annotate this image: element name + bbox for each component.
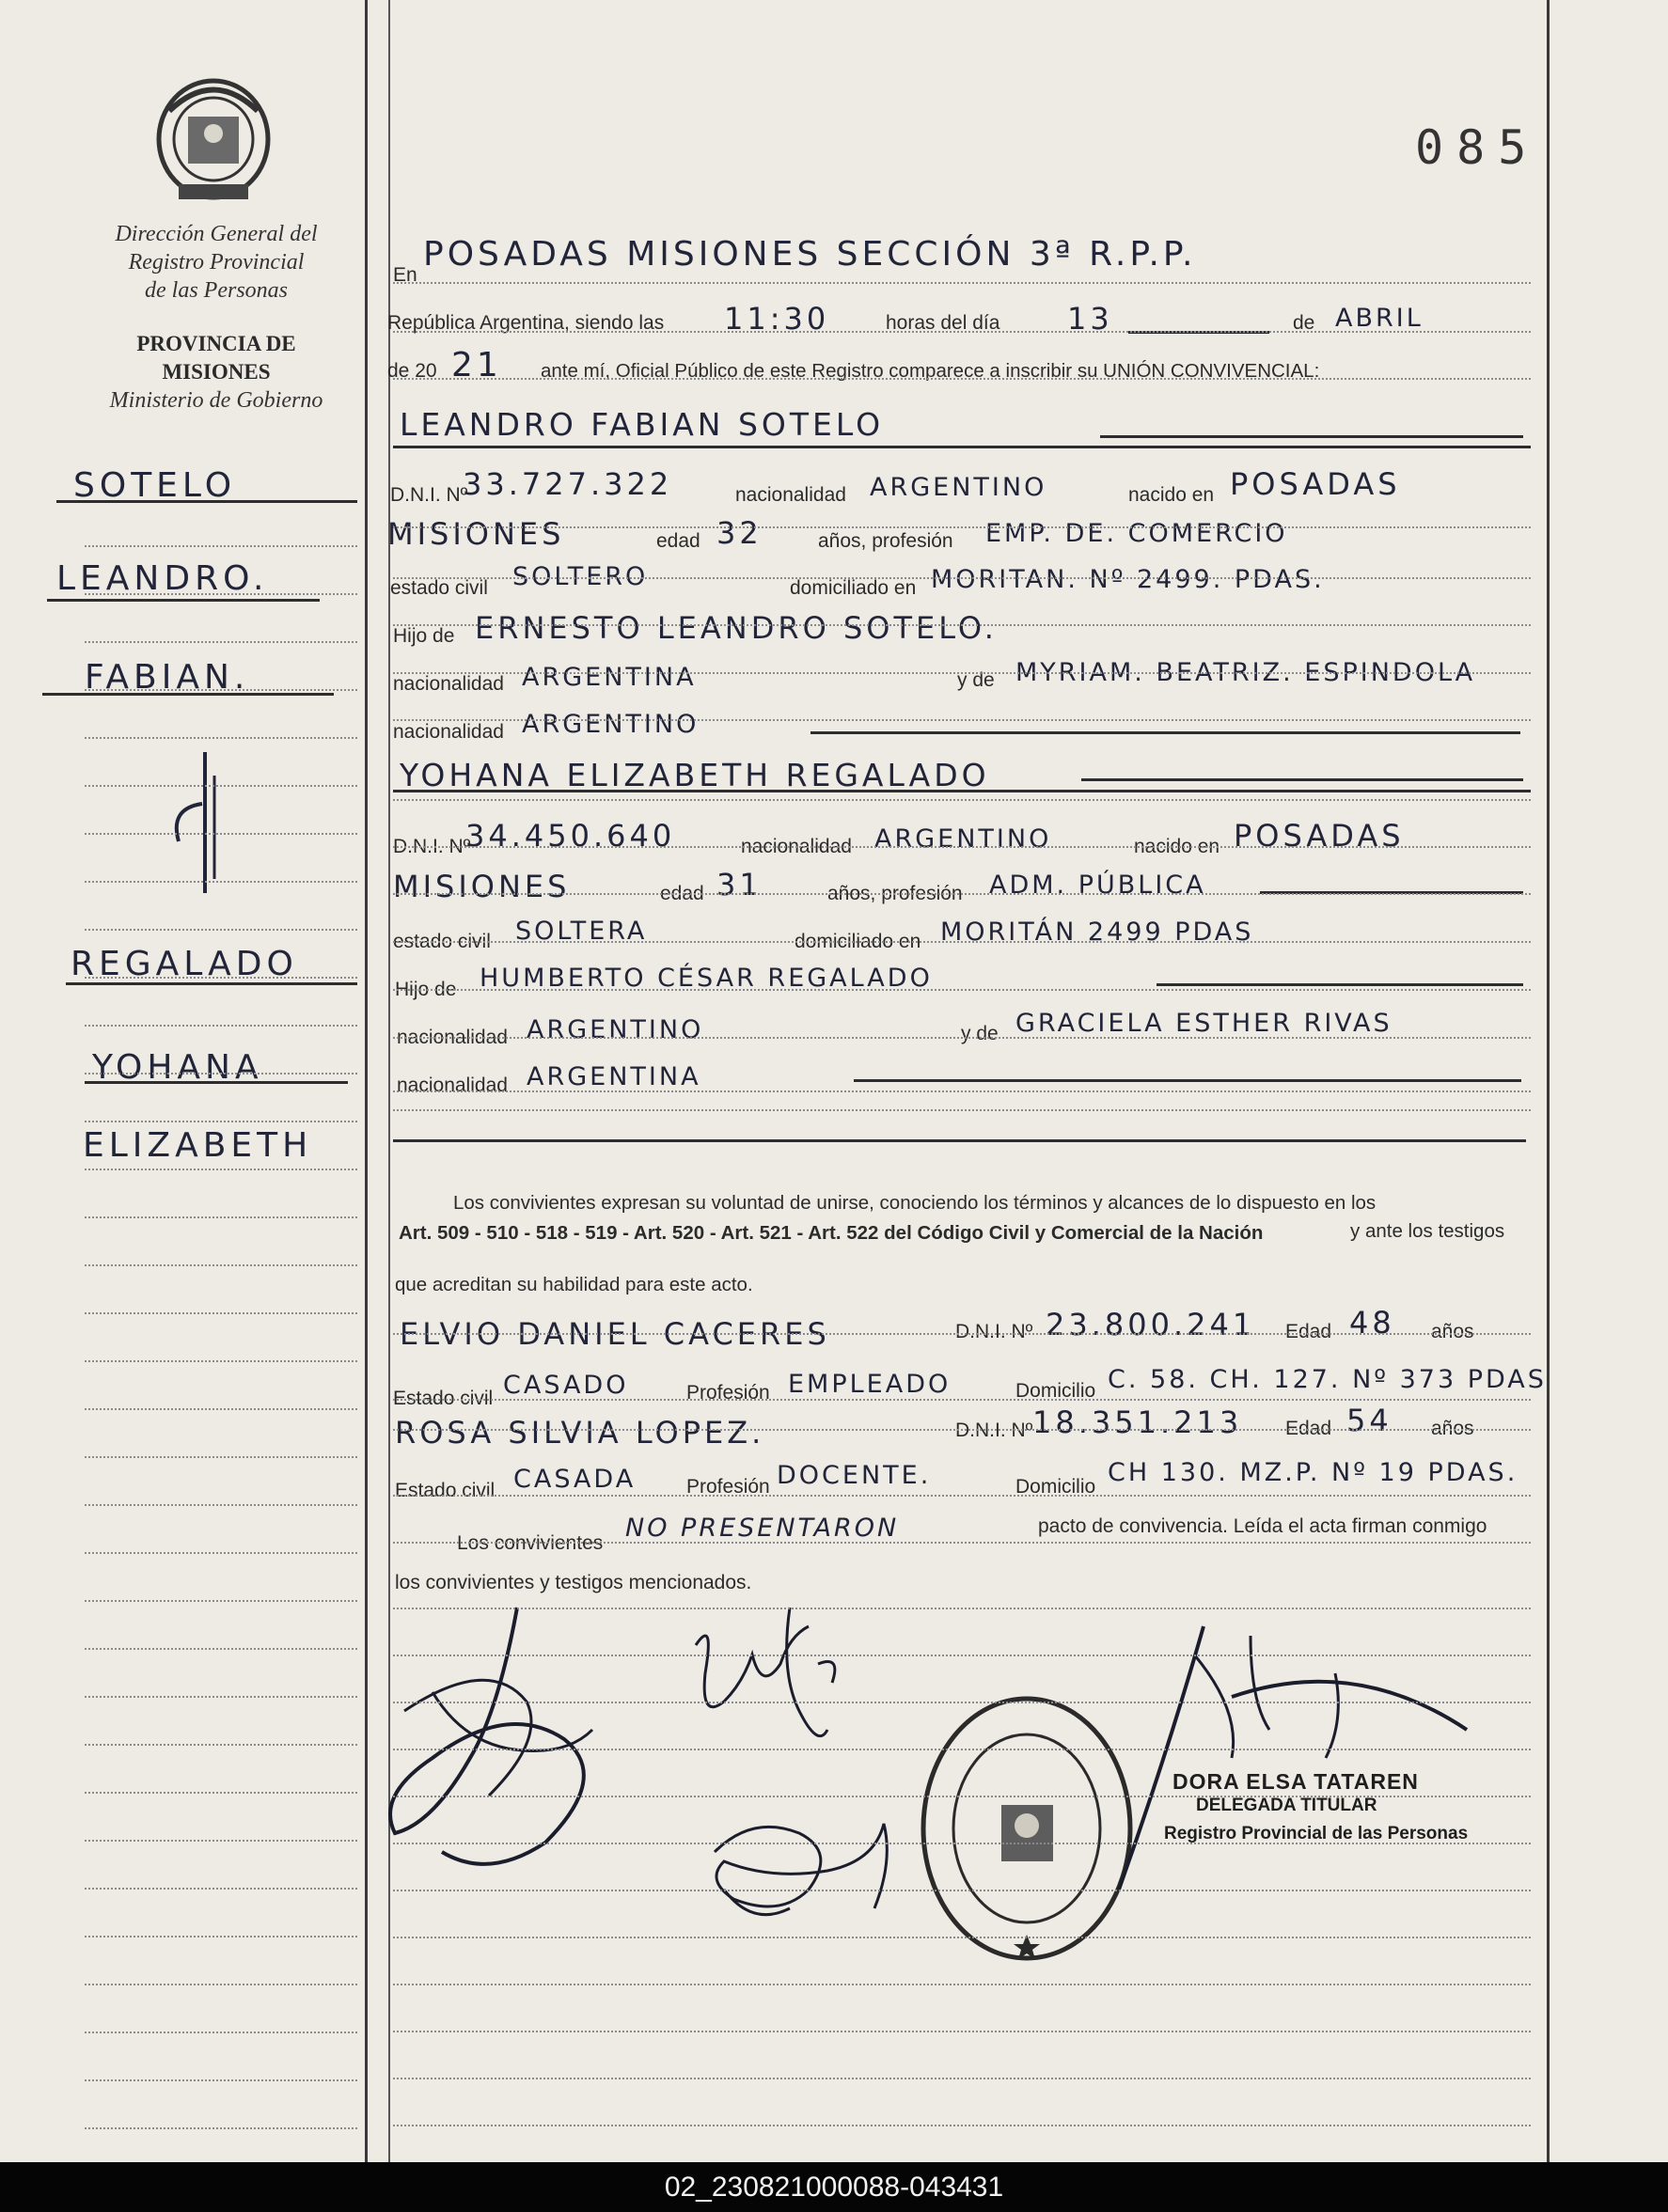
dni1-label: D.N.I. Nº <box>390 484 468 506</box>
nacido2-value: POSADAS <box>1234 818 1405 854</box>
name1-line <box>1100 435 1523 438</box>
edad1-value: 32 <box>716 515 763 551</box>
body-ruled-line <box>393 1109 1531 1111</box>
body-ruled-line <box>393 1702 1531 1703</box>
closing-text: los convivientes y testigos mencionados. <box>395 1572 752 1593</box>
testigo2-dni-value: 18.351.213 <box>1032 1404 1243 1440</box>
nacido1-value-2: MISIONES <box>387 516 565 552</box>
province-title-2: MISIONES <box>162 360 271 384</box>
republica-label: República Argentina, siendo las <box>387 312 665 334</box>
nacpadre1-value: ARGENTINA <box>522 663 697 692</box>
page-number: 085 <box>1415 120 1540 175</box>
paragraph-line-3: que acreditan su habilidad para este acto. <box>395 1274 753 1295</box>
body-ruled-line <box>393 1090 1531 1092</box>
testigo1-estado-label: Estado civil <box>393 1388 494 1409</box>
padre2-value: HUMBERTO CÉSAR REGALADO <box>480 964 933 993</box>
testigo2-dni-label: D.N.I. Nº <box>955 1420 1033 1441</box>
margin-ruled-line <box>85 2032 357 2033</box>
divider-3 <box>393 1139 1526 1142</box>
body-ruled-line <box>393 1796 1531 1797</box>
nacmadre1-line <box>810 731 1520 734</box>
dni1-value: 33.727.322 <box>463 466 673 502</box>
body-ruled-line <box>393 331 1531 333</box>
edad1-label: edad <box>656 530 700 552</box>
body-ruled-line <box>393 1608 1531 1609</box>
de20-label: de 20 <box>387 360 437 382</box>
name2-line <box>1081 778 1523 781</box>
body-ruled-line <box>393 577 1531 579</box>
testigo1-profesion-value: EMPLEADO <box>788 1370 952 1399</box>
body-ruled-line <box>393 1399 1531 1401</box>
nacmadre2-value: ARGENTINA <box>527 1062 701 1091</box>
body-ruled-line <box>393 526 1531 528</box>
margin-ruled-line <box>85 977 357 979</box>
margin-bracket-mark <box>160 747 235 898</box>
margin-underline-5 <box>85 1081 348 1084</box>
estado1-value: SOLTERO <box>512 562 649 591</box>
padre1-value: ERNESTO LEANDRO SOTELO. <box>475 610 998 646</box>
testigo2-domicilio-label: Domicilio <box>1015 1476 1096 1498</box>
domicilio1-label: domiciliado en <box>790 577 917 599</box>
horas-label: horas del día <box>886 312 1000 334</box>
profesion2-value: ADM. PÚBLICA <box>989 871 1206 900</box>
mes-value: ABRIL <box>1335 304 1424 333</box>
nacmadre2-label: nacionalidad <box>397 1075 508 1096</box>
testigo1-anos-label: años <box>1431 1321 1474 1342</box>
margin-name-1b: FABIAN. <box>85 658 250 697</box>
margin-ruled-line <box>85 929 357 931</box>
body-ruled-line <box>393 672 1531 674</box>
margin-ruled-line <box>85 1888 357 1890</box>
body-ruled-line <box>393 1749 1531 1750</box>
nacido1-value: POSADAS <box>1230 466 1401 502</box>
profesion1-value: EMP. DE. COMERCIO <box>985 519 1288 548</box>
estado2-value: SOLTERA <box>515 917 648 946</box>
testigo1-estado-value: CASADO <box>503 1371 629 1400</box>
official-org: Registro Provincial de las Personas <box>1164 1824 1469 1843</box>
nac2-value: ARGENTINO <box>874 824 1052 854</box>
nac2-label: nacionalidad <box>741 836 852 857</box>
body-ruled-line <box>393 1037 1531 1039</box>
margin-ruled-line <box>85 1696 357 1698</box>
body-ruled-line <box>393 989 1531 991</box>
margin-ruled-line <box>85 545 357 547</box>
testigo2-profesion-label: Profesión <box>686 1476 770 1498</box>
signature-conviviente-2 <box>677 1598 856 1767</box>
body-ruled-line <box>393 1937 1531 1938</box>
testigo1-domicilio-value: C. 58. CH. 127. Nº 373 PDAS <box>1108 1365 1547 1394</box>
body-ruled-line <box>393 1542 1531 1544</box>
paragraph-line-2-rest: y ante los testigos <box>1350 1220 1505 1242</box>
signature-official <box>1109 1617 1486 1899</box>
hijo2-label: Hijo de <box>395 979 457 1000</box>
paragraph-articles: Art. 509 - 510 - 518 - 519 - Art. 520 - Art. 521 - Art. 522 del Código Civil y Comercial de la Nación <box>399 1222 1264 1244</box>
nacido1-label: nacido en <box>1128 484 1215 506</box>
pacto-value: NO PRESENTARON <box>625 1514 900 1543</box>
signature-testigo <box>696 1805 921 1937</box>
testigo2-anos-label: años <box>1431 1418 1474 1439</box>
estado2-label: estado civil <box>393 931 491 952</box>
madre1-value: MYRIAM. BEATRIZ. ESPINDOLA <box>1015 658 1476 687</box>
margin-ruled-line <box>85 1984 357 1985</box>
pacto-label: Los convivientes <box>457 1532 604 1554</box>
testigo2-name: ROSA SILVIA LOPEZ. <box>395 1415 765 1451</box>
margin-ruled-line <box>85 737 357 739</box>
margin-underline-1 <box>56 500 357 503</box>
testigo1-name: ELVIO DANIEL CACERES <box>400 1316 830 1352</box>
anos1-label: años, profesión <box>818 530 953 552</box>
body-ruled-line <box>393 846 1531 848</box>
margin-ruled-line <box>85 1408 357 1410</box>
de-label: de <box>1293 312 1315 334</box>
margin-ruled-line <box>85 1936 357 1937</box>
margin-ruled-line <box>85 1360 357 1362</box>
margin-ruled-line <box>85 1264 357 1266</box>
body-ruled-line <box>393 893 1531 895</box>
testigo1-edad-label: Edad <box>1285 1321 1332 1342</box>
body-ruled-line <box>393 378 1531 380</box>
margin-ruled-line <box>85 1025 357 1027</box>
margin-surname-1: SOTELO <box>73 466 237 505</box>
body-ruled-line <box>393 1890 1531 1891</box>
nacpadre2-value: ARGENTINO <box>527 1015 704 1044</box>
pacto-rest: pacto de convivencia. Leída el acta firman conmigo <box>1038 1515 1487 1537</box>
margin-ruled-line <box>85 689 357 691</box>
nacido2-value-2: MISIONES <box>393 869 571 904</box>
testigo2-edad-label: Edad <box>1285 1418 1332 1439</box>
official-title: DELEGADA TITULAR <box>1196 1796 1377 1815</box>
edad2-label: edad <box>660 883 704 904</box>
margin-ruled-line <box>85 1504 357 1506</box>
divider-2 <box>393 790 1531 792</box>
paragraph-line-1: Los convivientes expresan su voluntad de unirse, conociendo los términos y alcances de lo dispuesto en los <box>453 1192 1377 1214</box>
edad2-value: 31 <box>716 867 763 902</box>
body-ruled-line <box>393 1843 1531 1844</box>
margin-ruled-line <box>85 1169 357 1170</box>
dni2-value: 34.450.640 <box>465 818 676 854</box>
margin-ruled-line <box>85 881 357 883</box>
nacido2-label: nacido en <box>1134 836 1220 857</box>
body-ruled-line <box>393 2078 1531 2079</box>
body-ruled-line <box>393 1495 1531 1497</box>
testigo1-domicilio-label: Domicilio <box>1015 1380 1096 1402</box>
margin-ruled-line <box>85 1648 357 1650</box>
testigo2-profesion-value: DOCENTE. <box>777 1461 932 1490</box>
margin-ruled-line <box>85 641 357 643</box>
right-margin-rule <box>1547 0 1550 2162</box>
testigo2-edad-value: 54 <box>1346 1403 1393 1438</box>
signature-conviviente-1 <box>376 1598 621 1880</box>
yde1-label: y de <box>957 669 995 691</box>
madre2-value: GRACIELA ESTHER RIVAS <box>1015 1009 1393 1038</box>
footer-code: 02_230821000088-043431 <box>0 2162 1668 2212</box>
ministry-name: Ministerio de Gobierno <box>109 388 323 413</box>
province-seal-icon <box>150 73 277 205</box>
margin-surname-2: REGALADO <box>71 945 298 983</box>
testigo1-profesion-label: Profesión <box>686 1382 770 1404</box>
margin-ruled-line <box>85 1792 357 1794</box>
margin-ruled-line <box>85 1456 357 1458</box>
margin-ruled-line <box>85 1121 357 1122</box>
testigo2-estado-label: Estado civil <box>395 1480 496 1501</box>
nacmadre1-value: ARGENTINO <box>522 710 700 739</box>
margin-underline-3 <box>42 693 334 696</box>
header-line-3: de las Personas <box>145 278 288 303</box>
margin-ruled-line <box>85 1073 357 1075</box>
margin-ruled-line <box>85 785 357 787</box>
margin-ruled-line <box>85 2127 357 2129</box>
header-line-1: Dirección General del <box>115 222 318 246</box>
testigo1-edad-value: 48 <box>1349 1305 1395 1341</box>
body-ruled-line <box>393 1655 1531 1656</box>
domicilio2-label: domiciliado en <box>795 931 921 952</box>
divider-1 <box>393 446 1531 448</box>
body-ruled-line <box>393 624 1531 626</box>
conviviente2-name: YOHANA ELIZABETH REGALADO <box>400 757 990 793</box>
domicilio2-value: MORITÁN 2499 PDAS <box>940 918 1254 947</box>
hijo1-label: Hijo de <box>393 625 455 647</box>
body-ruled-line <box>393 2125 1531 2126</box>
margin-ruled-line <box>85 1552 357 1554</box>
nacpadre2-label: nacionalidad <box>397 1027 508 1048</box>
header-line-2: Registro Provincial <box>128 250 305 275</box>
margin-name-1a: LEANDRO. <box>56 559 269 598</box>
margin-ruled-line <box>85 1600 357 1602</box>
registry-stamp <box>917 1692 1138 1965</box>
estado1-label: estado civil <box>390 577 488 599</box>
intro-text: ante mí, Oficial Público de este Registro comparece a inscribir su UNIÓN CONVIVENCIAL: <box>541 360 1320 382</box>
province-title: PROVINCIA DE <box>136 332 296 355</box>
anos2-label: años, profesión <box>827 883 963 904</box>
margin-ruled-line <box>85 2079 357 2081</box>
testigo2-estado-value: CASADA <box>513 1465 637 1494</box>
domicilio1-value: MORITAN. Nº 2499. PDAS. <box>931 565 1325 594</box>
testigo1-dni-label: D.N.I. Nº <box>955 1321 1033 1342</box>
dni2-label: D.N.I. Nº <box>393 836 471 857</box>
nacmadre2-line <box>854 1079 1521 1082</box>
body-ruled-line <box>393 941 1531 943</box>
left-margin-rule <box>365 0 368 2162</box>
body-ruled-line <box>393 1984 1531 1985</box>
margin-ruled-line <box>85 1312 357 1314</box>
margin-name-2a: YOHANA <box>92 1048 263 1087</box>
official-name: DORA ELSA TATAREN <box>1172 1769 1419 1794</box>
margin-ruled-line <box>85 593 357 595</box>
nac1-value: ARGENTINO <box>870 473 1047 502</box>
nac1-label: nacionalidad <box>735 484 846 506</box>
hora-value: 11:30 <box>724 301 830 337</box>
anio-value: 21 <box>451 346 502 384</box>
body-ruled-line <box>393 799 1531 801</box>
testigo1-dni-value: 23.800.241 <box>1046 1307 1256 1342</box>
margin-ruled-line <box>85 1840 357 1842</box>
margin-ruled-line <box>85 1216 357 1218</box>
body-ruled-line <box>393 719 1531 721</box>
body-ruled-line <box>393 1429 1531 1431</box>
testigo2-domicilio-value: CH 130. MZ.P. Nº 19 PDAS. <box>1108 1458 1519 1487</box>
margin-name-2b: ELIZABETH <box>83 1126 313 1165</box>
nacmadre1-label: nacionalidad <box>393 721 504 743</box>
en-label: En <box>393 264 417 286</box>
dia-value: 13 <box>1067 301 1113 337</box>
conviviente1-name: LEANDRO FABIAN SOTELO <box>400 406 885 443</box>
body-ruled-line <box>393 1333 1531 1335</box>
margin-ruled-line <box>85 833 357 835</box>
margin-underline-2 <box>47 599 320 602</box>
nacpadre1-label: nacionalidad <box>393 673 504 695</box>
body-ruled-line <box>393 2031 1531 2032</box>
yde2-label: y de <box>961 1023 999 1044</box>
padre2-line <box>1157 983 1523 986</box>
margin-ruled-line <box>85 1744 357 1746</box>
body-ruled-line <box>393 282 1531 284</box>
place-value: POSADAS MISIONES SECCIÓN 3ª R.P.P. <box>423 235 1197 274</box>
margin-underline-4 <box>66 982 357 985</box>
